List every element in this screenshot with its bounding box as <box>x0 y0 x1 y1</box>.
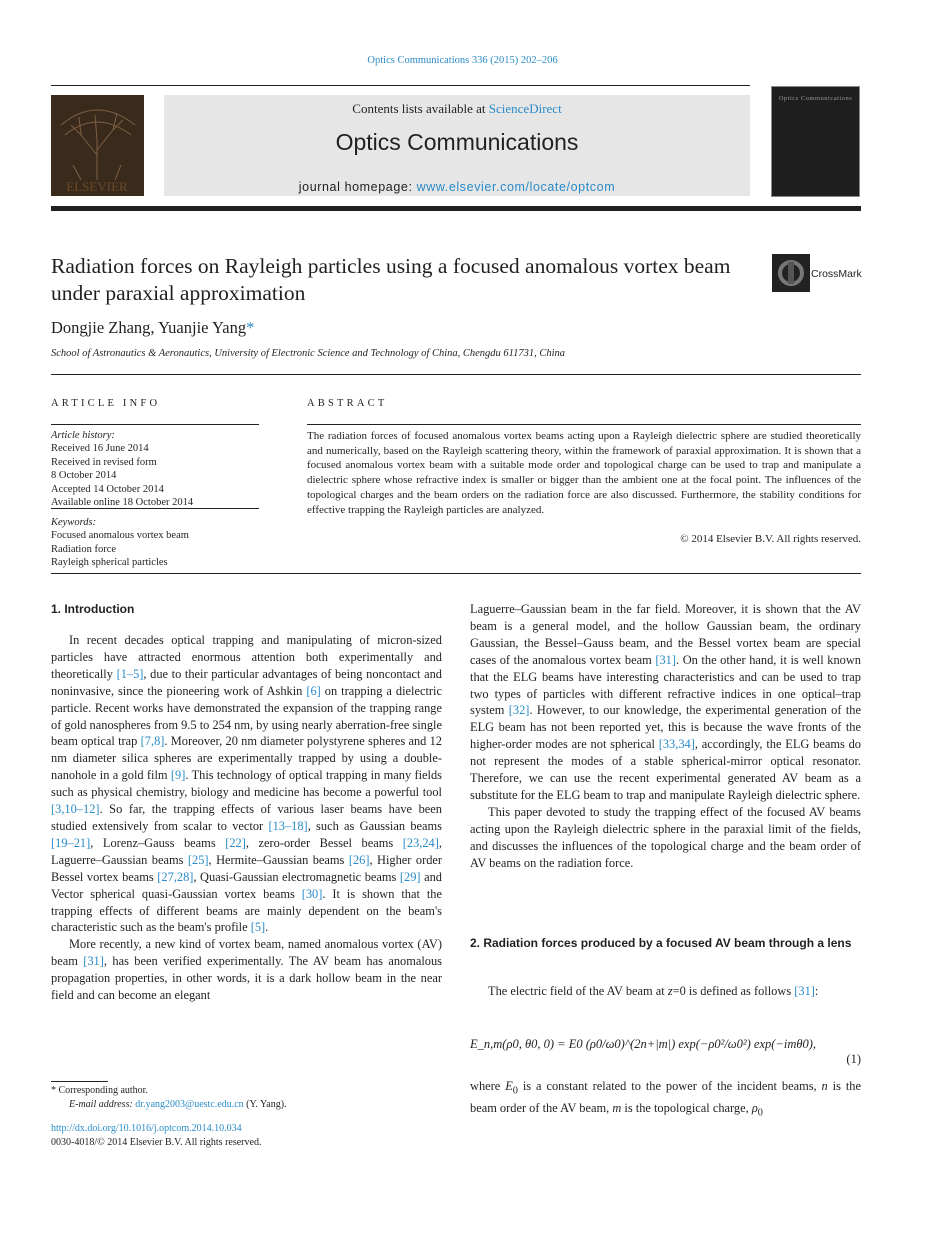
history-item: 8 October 2014 <box>51 470 117 482</box>
affiliation: School of Astronautics & Aeronautics, University of Electronic Science and Technology of China, Chengdu 611731, China <box>51 348 566 359</box>
equation-number: (1) <box>846 1052 861 1066</box>
article-history <box>51 429 259 509</box>
corresponding-author-mark[interactable]: * <box>246 318 255 337</box>
elsevier-logo <box>51 95 144 196</box>
crossmark-icon[interactable] <box>772 254 810 292</box>
header-thick-divider <box>51 206 861 211</box>
crossmark-label[interactable]: CrossMark <box>811 268 862 280</box>
cover-title: Optics Communications <box>778 95 853 102</box>
equation-1 <box>470 1024 861 1074</box>
ref-link[interactable]: [25] <box>187 852 209 867</box>
keywords-label: Keywords: <box>51 517 97 528</box>
header-divider <box>51 85 750 86</box>
right-column <box>470 601 861 872</box>
email-label: E-mail address: <box>69 1099 136 1110</box>
ref-link[interactable]: [13–18] <box>268 818 308 833</box>
ref-link[interactable]: [6] <box>306 683 321 698</box>
ref-link[interactable]: [23,24] <box>402 835 439 850</box>
history-item: Received in revised form <box>51 456 157 468</box>
ref-link[interactable]: [29] <box>399 869 421 884</box>
homepage-line <box>164 180 750 194</box>
article-title: Radiation forces on Rayleigh particles using a focused anomalous vortex beam under paraxial approximation <box>51 254 731 305</box>
ref-link[interactable]: [27,28] <box>157 869 194 884</box>
keyword-item: Rayleigh spherical particles <box>51 557 168 569</box>
keyword-item: Focused anomalous vortex beam <box>51 530 189 542</box>
abstract-text: The radiation forces of focused anomalous vortex beams acting upon a Rayleigh dielectric sphere are studied theoretically and numerically, based on the Rayleigh scattering theory, within the framework of paraxial approximation. It is shown that a focused anomalous vortex beam with a suitable mode order and topological charge can be used to trap and manipulate a dielectric sphere whose refractive index is smaller or bigger than the ambient one at the focal point. The influences of the topological charges and the beam orders on the radiation force are also discussed. Furthermore, the stability conditions for effective trapping the Rayleigh particles are analyzed. <box>307 430 861 516</box>
history-item: Available online 18 October 2014 <box>51 497 194 509</box>
contents-line <box>164 101 750 117</box>
intro-paragraph-2-continued: Laguerre–Gaussian beam in the far field. Moreover, it is shown that the AV beam is a general model, and the hollow Gaussian beam, the ordinary Gaussian, the Bessel–Gauss beam, and the Bessel vortex beam are special cases of the anomalous vortex beam [31]. On the other hand, it is well known that the ELG beams have interesting characteristics and can be used to trap two types of particles with different refractive indices in one optical–trap system [32]. However, to our knowledge, the experimental generation of the ELG beam has not been reported yet, this is because the wave fronts of the higher-order modes are not spherical [33,34], accordingly, the ELG beams do not represent the modes of a stable spherical-mirror optical resonator. Therefore, we can use the recent experimental generated AV beam as a substitute for the ELG beam to trap and manipulate Rayleigh dielectric sphere. <box>470 602 861 802</box>
section-1-heading: 1. Introduction <box>51 602 135 616</box>
email-link[interactable]: dr.yang2003@uestc.edu.cn <box>135 1099 244 1110</box>
history-item: Received 16 June 2014 <box>51 443 149 455</box>
ref-link[interactable]: [30] <box>301 886 323 901</box>
abstract-copyright: © 2014 Elsevier B.V. All rights reserved. <box>680 533 861 545</box>
intro-paragraph-2: More recently, a new kind of vortex beam, named anomalous vortex (AV) beam [31], has been verified experimentally. The AV beam has anomalous propagation properties, in other words, it is a dark hollow beam in the near field and can become an elegant <box>51 937 442 1003</box>
section-2-heading: 2. Radiation forces produced by a focused AV beam through a lens <box>470 936 852 950</box>
front-matter-divider <box>51 573 861 574</box>
footnote-divider <box>51 1081 108 1082</box>
section-2-paragraph-1: The electric field of the AV beam at z=0 is defined as follows [31]: <box>488 984 819 998</box>
doi-block <box>51 1122 261 1150</box>
ref-link[interactable]: [26] <box>348 852 370 867</box>
elsevier-logo-text: ELSEVIER <box>66 179 128 194</box>
left-column <box>51 632 442 1004</box>
journal-citation[interactable]: Optics Communications 336 (2015) 202–206 <box>367 55 558 66</box>
ref-link[interactable]: [32] <box>508 703 530 718</box>
ref-link[interactable]: [33,34] <box>658 737 695 752</box>
abstract-divider <box>307 424 861 425</box>
intro-paragraph-1: In recent decades optical trapping and manipulating of micron-sized particles have attracted enormous attention both experimentally and theoretically [1–5], due to their particular advantages of being noncontact and noninvasive, since the pioneering work of Ashkin [6] on trapping a dielectric particle. Recent works have demonstrated the expansion of the trapping range of gold nanospheres from 9.5 to 254 nm, by using nearly aberration-free single beam optical trap [7,8]. Moreover, 20 nm diameter polystyrene spheres and 12 nm diameter silica spheres are experimentally trapped by using a double-nanohole in a gold film [9]. This technology of optical trapping in many fields such as physical chemistry, biology and medicine has become a powerful tool [3,10–12]. So far, the trapping effects of various laser beams have been studied extensively from scalar to vector [13–18], such as Gaussian beams [19–21], Lorenz–Gauss beams [22], zero-order Bessel beams [23,24], Laguerre–Gaussian beams [25], Hermite–Gaussian beams [26], Higher order Bessel vortex beams [27,28], Quasi-Gaussian electromagnetic beams [29] and Vector spherical quasi-Gaussian vortex beams [30]. It is shown that the trapping effects of different beams are mainly dependent on the beam's characteristic such as the beam's profile [5]. <box>51 633 443 935</box>
email-suffix: (Y. Yang). <box>243 1099 287 1110</box>
journal-cover-image <box>771 86 860 197</box>
history-label: Article history: <box>51 430 115 441</box>
affiliation-divider <box>51 374 861 375</box>
equation-body: E_n,m(ρ0, θ0, 0) = E0 (ρ0/ω0)^(2n+|m|) exp(−ρ0²/ω0²) exp(−imθ0), <box>470 1037 817 1051</box>
section-2-intro <box>470 983 861 1000</box>
homepage-link[interactable]: www.elsevier.com/locate/optcom <box>416 180 616 194</box>
history-item: Accepted 14 October 2014 <box>51 483 164 495</box>
sciencedirect-link[interactable]: ScienceDirect <box>488 101 562 116</box>
corresponding-author-note: * Corresponding author. <box>51 1085 148 1096</box>
ref-link[interactable]: [31] <box>794 984 815 998</box>
journal-header-box <box>164 95 750 196</box>
email-line <box>51 1098 287 1112</box>
article-info-divider <box>51 424 259 425</box>
ref-link[interactable]: [31] <box>83 954 104 969</box>
ref-link[interactable]: [19–21] <box>51 835 91 850</box>
section-2-continued <box>470 1078 861 1123</box>
article-info-heading: ARTICLE INFO <box>51 398 161 409</box>
footnote <box>51 1084 287 1112</box>
homepage-prefix: journal homepage: <box>298 180 417 194</box>
ref-link[interactable]: [3,10–12] <box>51 802 100 817</box>
keyword-item: Radiation force <box>51 543 117 555</box>
authors <box>51 318 254 338</box>
keywords <box>51 516 259 570</box>
ref-link[interactable]: [9] <box>170 768 186 783</box>
contents-prefix: Contents lists available at <box>352 101 489 116</box>
ref-link[interactable]: [22] <box>225 835 246 850</box>
doi-link[interactable]: http://dx.doi.org/10.1016/j.optcom.2014.10.034 <box>51 1123 242 1134</box>
intro-paragraph-3: This paper devoted to study the trapping effect of the focused AV beams acting upon the Rayleigh dielectric sphere in the paraxial limit of the fields, and discusses the influences of the topological charge and the beam order of AV beams on the radiation force. <box>470 804 861 870</box>
journal-name: Optics Communications <box>335 129 579 155</box>
ref-link[interactable]: [1–5] <box>116 666 144 681</box>
ref-link[interactable]: [5] <box>250 920 266 935</box>
keywords-divider <box>51 508 259 509</box>
author-names: Dongjie Zhang, Yuanjie Yang <box>51 318 247 337</box>
ref-link[interactable]: [31] <box>655 652 676 667</box>
issn-line: 0030-4018/© 2014 Elsevier B.V. All rights reserved. <box>51 1137 262 1148</box>
abstract-heading: ABSTRACT <box>307 398 388 409</box>
ref-link[interactable]: [7,8] <box>140 734 165 749</box>
section-2-paragraph-2: where $E_0$ is a constant related to the power of the incident beams, n is the beam order of the AV beam, m is the topological charge, $\rho_0$ <box>470 1079 861 1119</box>
